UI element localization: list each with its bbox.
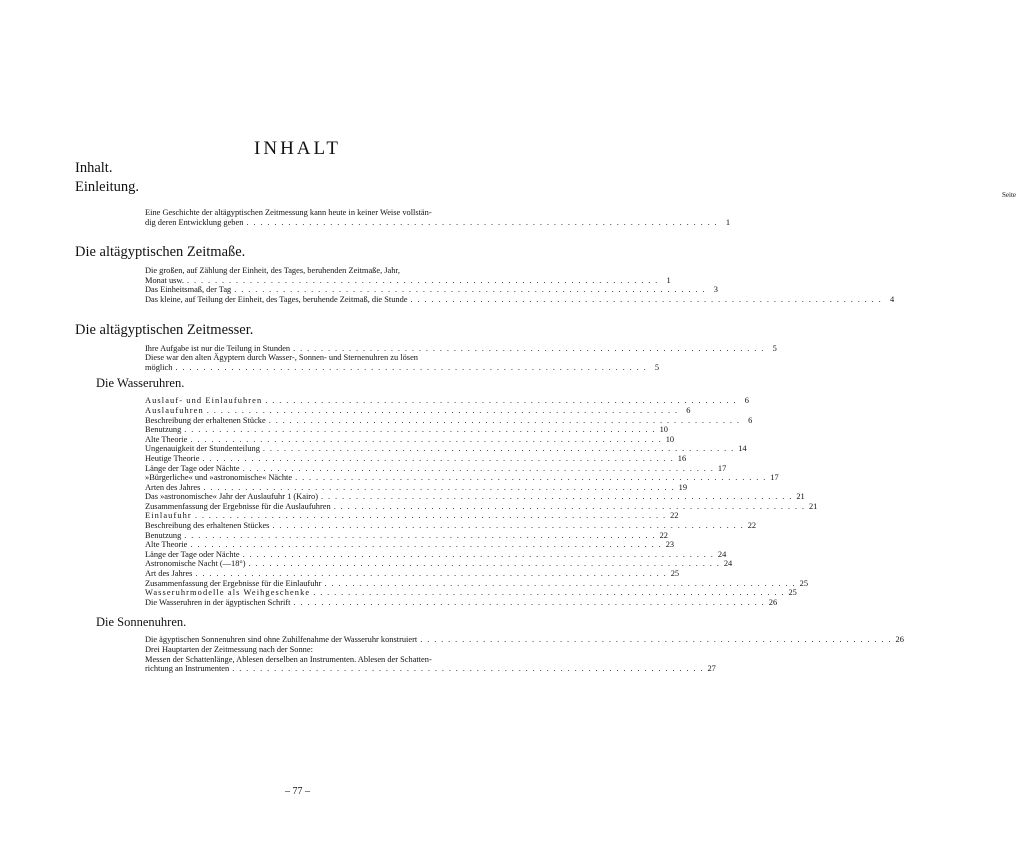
toc-entry[interactable] [145,654,716,674]
toc-entry[interactable] [145,405,691,416]
dot-leader: . . . . . . . . . . . . . . . . . . . . . . . . . . . . . . . . . . . . . . . . . . . . . . . . . . . . . . . . . . . . . . . . . . . . [187,275,659,285]
toc-entry-text: Zusammenfassung der Ergebnisse für die Auslaufuhren [145,501,331,511]
toc-entry[interactable] [145,473,779,483]
toc-entry[interactable] [145,425,668,435]
dot-leader: . . . . . . . . . . . . . . . . . . . . . . . . . . . . . . . . . . . . . . . . . . . . . . . . . . . . . . . . . . . . . . . . . . . . [202,453,675,463]
toc-entry-text: Ihre Aufgabe ist nur die Teilung in Stunden [145,343,291,353]
toc-entry-text: Die Wasseruhren in der ägyptischen Schrift [145,597,291,607]
toc-entry[interactable] [145,415,753,426]
toc-page-number: 3 [713,285,718,295]
dot-leader: . . . . . . . . . . . . . . . . . . . . . . . . . . . . . . . . . . . . . . . . . . . . . . . . . . . . . . . . . . . . . . . . . . . . [194,511,667,521]
toc-page-number: 25 [788,588,797,598]
page-title: INHALT [254,138,341,159]
toc-entry-text: dig deren Entwicklung geben [145,217,244,227]
toc-page-number: 10 [665,434,675,444]
section-heading [75,160,595,177]
toc-entry[interactable] [145,569,680,579]
dot-leader: . . . . . . . . . . . . . . . . . . . . . . . . . . . . . . . . . . . . . . . . . . . . . . . . . . . . . . . . . . . . . . . . . . . . [203,482,676,492]
toc-entry[interactable] [145,521,757,531]
dot-leader: . . . . . . . . . . . . . . . . . . . . . . . . . . . . . . . . . . . . . . . . . . . . . . . . . . . . . . . . . . . . . . . . . . . . [293,343,765,353]
toc-entry-text: Länge der Tage oder Nächte [145,549,240,559]
toc-page-number: 5 [772,343,777,353]
toc-entry[interactable] [145,434,675,445]
dot-leader: . . . . . . . . . . . . . . . . . . . . . . . . . . . . . . . . . . . . . . . . . . . . . . . . . . . . . . . . . . . . . . . . . . . . [268,415,741,425]
toc-entry-text: Beschreibung des erhaltenen Stückes [145,521,270,531]
toc-page-number: 22 [747,521,757,531]
toc-entry[interactable] [145,530,668,541]
toc-entry[interactable] [145,353,660,372]
toc-entry[interactable] [145,482,688,493]
toc-page-number: 6 [686,405,691,415]
dot-leader: . . . . . . . . . . . . . . . . . . . . . . . . . . . . . . . . . . . . . . . . . . . . . . . . . . . . . . . . . . . . . . . . . . . . [190,434,663,444]
entry-list [145,208,731,227]
toc-entry-text: Wasseruhrmodelle als Weihgeschenke [145,588,311,598]
toc-page-number: 24 [717,549,727,559]
toc-entry-text: Eine Geschichte der altägyptischen Zeitmessung kann heute in keiner Weise vollstän- [145,208,432,217]
toc-entry-text: möglich [145,362,173,372]
toc-entry[interactable] [145,463,727,474]
toc-entry[interactable] [145,285,718,295]
toc-page-number: 6 [748,415,753,425]
section-heading-text: Inhalt. [75,160,113,176]
toc-page-number: 27 [707,664,716,674]
seite-label: Seite [1002,191,1016,199]
toc-entry-text: Ungenauigkeit der Stundenteilung [145,444,260,454]
section-heading [75,179,1016,199]
toc-page-number: 1 [666,275,671,285]
section-heading [75,322,595,339]
entry-list [145,266,895,304]
toc-entry-text: Auslauf- und Einlaufuhren [145,396,263,406]
toc-page-number: 6 [744,396,749,406]
entry-list [145,343,777,373]
toc-entry[interactable] [145,294,895,305]
toc-page-number: 21 [796,492,805,502]
dot-leader: . . . . . . . . . . . . . . . . . . . . . . . . . . . . . . . . . . . . . . . . . . . . . . . . . . . . . . . . . . . . . . . . . . . . [293,597,766,607]
section-heading-text: Einleitung. [75,179,140,195]
toc-entry-text: Heutige Theorie [145,453,200,463]
toc-entry-text: Astronomische Nacht (—18°) [145,559,246,569]
dot-leader: . . . . . . . . . . . . . . . . . . . . . . . . . . . . . . . . . . . . . . . . . . . . . . . . . . . . . . . . . . . . . . . . . . . . [246,217,719,227]
dot-leader: . . . . . . . . . . . . . . . . . . . . . . . . . . . . . . . . . . . . . . . . . . . . . . . . . . . . . . . . . . . . . . . . . . . . [265,396,737,406]
toc-page-number: 26 [768,597,778,607]
toc-entry-text: Das Einheitsmaß, der Tag [145,285,232,295]
dot-leader: . . . . . . . . . . . . . . . . . . . . . . . . . . . . . . . . . . . . . . . . . . . . . . . . . . . . . . . . . . . . . . . . . . . . [324,578,797,588]
toc-entry-text: Diese war den alten Ägyptern durch Wasser-, Sonnen- und Sternenuhren zu lösen [145,353,418,363]
dot-leader: . . . . . . . . . . . . . . . . . . . . . . . . . . . . . . . . . . . . . . . . . . . . . . . . . . . . . . . . . . . . . . . . . . . . [242,463,715,473]
section-heading-text: Die Sonnenuhren. [96,615,187,630]
dot-leader: . . . . . . . . . . . . . . . . . . . . . . . . . . . . . . . . . . . . . . . . . . . . . . . . . . . . . . . . . . . . . . . . . . . . [184,530,656,540]
toc-entry[interactable] [145,453,687,464]
toc-entry-text: »Bürgerliche« und »astronomische« Nächte [145,473,293,483]
dot-leader: . . . . . . . . . . . . . . . . . . . . . . . . . . . . . . . . . . . . . . . . . . . . . . . . . . . . . . . . . . . . . . . . . . . . [190,540,663,550]
section-heading [75,244,595,261]
toc-entry[interactable] [145,396,749,406]
toc-page-number: 17 [717,463,727,473]
toc-page-number: 19 [678,482,688,492]
toc-entry-text: Einlaufuhr [145,511,192,521]
dot-leader: . . . . . . . . . . . . . . . . . . . . . . . . . . . . . . . . . . . . . . . . . . . . . . . . . . . . . . . . . . . . . . . . . . . . [195,569,668,579]
toc-entry-text: Messen der Schattenlänge, Ablesen derselben an Instrumenten. Ablesen der Schatten- [145,654,432,664]
toc-entry[interactable] [145,444,747,454]
toc-entry-text: Alte Theorie [145,434,188,444]
toc-entry[interactable] [145,588,797,598]
toc-entry[interactable] [145,597,778,608]
toc-entry[interactable] [145,578,809,589]
toc-entry[interactable] [145,540,675,550]
toc-entry-text: Benutzung [145,425,182,435]
toc-page-number: 10 [659,425,668,435]
dot-leader: . . . . . . . . . . . . . . . . . . . . . . . . . . . . . . . . . . . . . . . . . . . . . . . . . . . . . . . . . . . . . . . . . . . . [234,285,706,295]
toc-entry-text: Drei Hauptarten der Zeitmessung nach der Sonne: [145,645,313,654]
toc-entry-text: Auslaufuhren [145,405,204,415]
page-number-footer: – 77 – [285,786,310,797]
dot-leader: . . . . . . . . . . . . . . . . . . . . . . . . . . . . . . . . . . . . . . . . . . . . . . . . . . . . . . . . . . . . . . . . . . . . [248,559,721,569]
toc-page-number: 4 [889,294,895,304]
toc-page-number: 26 [895,635,904,645]
toc-page-number: 16 [677,453,687,463]
toc-entry-text: Die ägyptischen Sonnenuhren sind ohne Zuhilfenahme der Wasseruhr konstruiert [145,635,418,645]
toc-entry-text: Das kleine, auf Teilung der Einheit, des Tages, beruhende Zeitmaß, die Stunde [145,294,408,304]
toc-entry-text: Arten des Jahres [145,482,201,492]
entry-list [145,396,818,607]
dot-leader: . . . . . . . . . . . . . . . . . . . . . . . . . . . . . . . . . . . . . . . . . . . . . . . . . . . . . . . . . . . . . . . . . . . . [333,501,806,511]
toc-page-number: 22 [670,511,679,521]
dot-leader: . . . . . . . . . . . . . . . . . . . . . . . . . . . . . . . . . . . . . . . . . . . . . . . . . . . . . . . . . . . . . . . . . . . . [184,425,656,435]
toc-entry-text: Die großen, auf Zählung der Einheit, des Tages, beruhenden Zeitmaße, Jahr, [145,266,400,276]
dot-leader: . . . . . . . . . . . . . . . . . . . . . . . . . . . . . . . . . . . . . . . . . . . . . . . . . . . . . . . . . . . . . . . . . . . . [321,492,793,502]
toc-page-number: 25 [670,569,680,579]
toc-entry[interactable] [145,501,818,512]
dot-leader: . . . . . . . . . . . . . . . . . . . . . . . . . . . . . . . . . . . . . . . . . . . . . . . . . . . . . . . . . . . . . . . . . . . . [313,588,785,598]
section-heading-text: Die Wasseruhren. [96,376,185,391]
toc-entry[interactable] [145,549,727,560]
toc-entry-text: Länge der Tage oder Nächte [145,463,240,473]
toc-page-number: 1 [725,217,731,227]
table-of-contents [0,160,1016,674]
dot-leader: . . . . . . . . . . . . . . . . . . . . . . . . . . . . . . . . . . . . . . . . . . . . . . . . . . . . . . . . . . . . . . . . . . . . [420,635,892,645]
toc-entry-text: Zusammenfassung der Ergebnisse für die Einlaufuhr [145,578,322,588]
dot-leader: . . . . . . . . . . . . . . . . . . . . . . . . . . . . . . . . . . . . . . . . . . . . . . . . . . . . . . . . . . . . . . . . . . . . [295,473,767,483]
toc-page-number: 21 [808,501,818,511]
toc-entry[interactable] [145,645,500,655]
toc-page-number: 23 [665,540,675,550]
dot-leader: . . . . . . . . . . . . . . . . . . . . . . . . . . . . . . . . . . . . . . . . . . . . . . . . . . . . . . . . . . . . . . . . . . . . [242,549,715,559]
toc-entry-text: Beschreibung der erhaltenen Stücke [145,415,266,425]
toc-page-number: 24 [723,559,733,569]
section-heading [96,615,595,630]
dot-leader: . . . . . . . . . . . . . . . . . . . . . . . . . . . . . . . . . . . . . . . . . . . . . . . . . . . . . . . . . . . . . . . . . . . . [272,521,745,531]
toc-entry[interactable] [145,492,805,502]
toc-page-number: 17 [770,473,779,483]
toc-entry-text: Benutzung [145,530,182,540]
toc-entry[interactable] [145,511,679,521]
toc-entry-text: richtung an Instrumenten [145,664,230,674]
section-heading-text: Die altägyptischen Zeitmesser. [75,321,254,338]
dot-leader: . . . . . . . . . . . . . . . . . . . . . . . . . . . . . . . . . . . . . . . . . . . . . . . . . . . . . . . . . . . . . . . . . . . . [262,444,735,454]
toc-entry[interactable] [145,343,777,354]
toc-entry-text: Das »astronomische« Jahr der Auslaufuhr 1 (Kairo) [145,492,319,502]
toc-entry[interactable] [145,559,733,569]
toc-page-number: 22 [659,530,668,540]
toc-entry-text: Alte Theorie [145,540,188,550]
section-heading-text: Die altägyptischen Zeitmaße. [75,244,246,261]
toc-page-number: 25 [799,578,809,588]
section-heading [96,376,595,391]
toc-entry-text: Art des Jahres [145,569,193,579]
dot-leader: . . . . . . . . . . . . . . . . . . . . . . . . . . . . . . . . . . . . . . . . . . . . . . . . . . . . . . . . . . . . . . . . . . . . [232,664,704,674]
toc-page-number: 5 [654,362,660,372]
toc-page-number: 14 [738,444,747,454]
toc-entry-text: Monat usw. [145,275,185,285]
toc-entry[interactable] [145,635,904,645]
dot-leader: . . . . . . . . . . . . . . . . . . . . . . . . . . . . . . . . . . . . . . . . . . . . . . . . . . . . . . . . . . . . . . . . . . . . [175,362,648,372]
toc-entry[interactable] [145,208,731,227]
dot-leader: . . . . . . . . . . . . . . . . . . . . . . . . . . . . . . . . . . . . . . . . . . . . . . . . . . . . . . . . . . . . . . . . . . . . [410,294,883,304]
entry-list [145,635,904,674]
dot-leader: . . . . . . . . . . . . . . . . . . . . . . . . . . . . . . . . . . . . . . . . . . . . . . . . . . . . . . . . . . . . . . . . . . . . [206,405,679,415]
toc-entry[interactable] [145,266,671,285]
